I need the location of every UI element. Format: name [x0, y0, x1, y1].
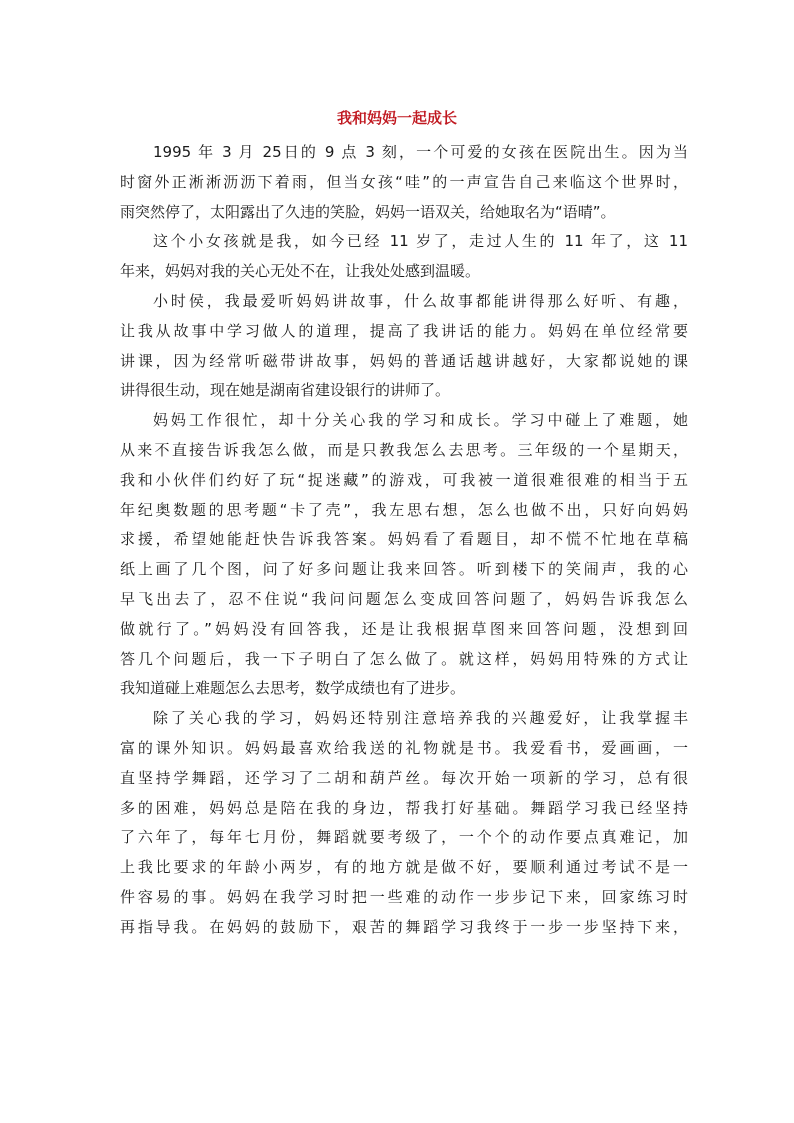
text-line: 我知道碰上难题怎么去思考，数学成绩也有了进步。: [120, 679, 466, 698]
text-line: 上我比要求的年龄小两岁，有的地方就是做不好，要顺利通过考试不是一: [120, 858, 688, 877]
text-line: 讲得很生动，现在她是湖南省建设银行的讲师了。: [120, 381, 451, 400]
text-line: 年来，妈妈对我的关心无处不在，让我处处感到温暖。: [120, 262, 481, 281]
text-line: 雨突然停了，太阳露出了久违的笑脸，妈妈一语双关，给她取名为“语晴”。: [120, 202, 616, 221]
text-line: 年纪奥数题的思考题“卡了壳”，我左思右想，怎么也做不出，只好向妈妈: [120, 500, 688, 519]
text-line: 我和小伙伴们约好了玩“捉迷藏”的游戏，可我被一道很难很难的相当于五: [120, 470, 688, 489]
text-line: 早飞出去了，忍不住说“我问问题怎么变成回答问题了，妈妈告诉我怎么: [120, 589, 688, 608]
document-title: 我和妈妈一起成长: [336, 109, 457, 127]
text-line: 了六年了，每年七月份，舞蹈就要考级了，一个个的动作要点真难记，加: [120, 828, 688, 847]
text-line: 做就行了。”妈妈没有回答我，还是让我根据草图来回答问题，没想到回: [120, 619, 688, 638]
text-line: 件容易的事。妈妈在我学习时把一些难的动作一步步记下来，回家练习时: [120, 887, 688, 906]
paragraph-5: [120, 708, 688, 946]
text-line: 再指导我。在妈妈的鼓励下，艰苦的舞蹈学习我终于一步一步坚持下来，: [120, 917, 688, 936]
text-line: 时窗外正淅淅沥沥下着雨，但当女孩“哇”的一声宣告自己来临这个世界时，: [120, 172, 688, 191]
paragraph-3: [120, 291, 688, 410]
paragraph-2: [120, 231, 688, 291]
text-line: 多的困难，妈妈总是陪在我的身边，帮我打好基础。舞蹈学习我已经坚持: [120, 798, 688, 817]
text-line: 让我从故事中学习做人的道理，提高了我讲话的能力。妈妈在单位经常要: [120, 321, 688, 340]
text-line: 求援，希望她能赶快告诉我答案。妈妈看了看题目，却不慌不忙地在草稿: [120, 530, 688, 549]
text-line: 除了关心我的学习，妈妈还特别注意培养我的兴趣爱好，让我掌握丰: [153, 709, 688, 728]
paragraph-1: [120, 142, 688, 231]
document-body: [120, 142, 688, 947]
text-line: 妈妈工作很忙，却十分关心我的学习和成长。学习中碰上了难题，她: [153, 411, 688, 430]
text-line: 1995 年 3 月 25日的 9 点 3 刻，一个可爱的女孩在医院出生。因为当: [153, 143, 688, 161]
text-line: 富的课外知识。妈妈最喜欢给我送的礼物就是书。我爱看书，爱画画，一: [120, 738, 688, 757]
text-line: 直坚持学舞蹈，还学习了二胡和葫芦丝。每次开始一项新的学习，总有很: [120, 768, 688, 787]
text-line: 答几个问题后，我一下子明白了怎么做了。就这样，妈妈用特殊的方式让: [120, 649, 688, 668]
paragraph-4: [120, 410, 688, 708]
text-line: 纸上画了几个图，问了好多问题让我来回答。听到楼下的笑闹声，我的心: [120, 560, 688, 579]
text-line: 小时侯，我最爱听妈妈讲故事，什么故事都能讲得那么好听、有趣，: [153, 291, 688, 310]
text-line: 这个小女孩就是我，如今已经 11 岁了，走过人生的 11 年了，这 11: [153, 232, 688, 251]
text-line: 讲课，因为经常听磁带讲故事，妈妈的普通话越讲越好，大家都说她的课: [120, 351, 688, 370]
text-line: 从来不直接告诉我怎么做，而是只教我怎么去思考。三年级的一个星期天，: [120, 440, 688, 459]
